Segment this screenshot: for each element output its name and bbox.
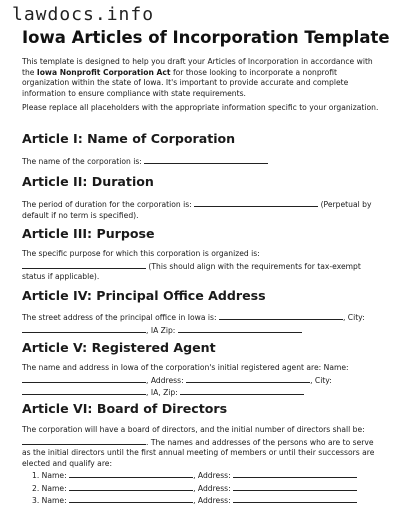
director-2-address-blank[interactable] (233, 482, 357, 491)
article-3-heading: Article III: Purpose (22, 226, 155, 241)
article-5-heading: Article V: Registered Agent (22, 340, 216, 355)
article-3-text: The specific purpose for which this corporation is organized is: (This should align with the requirements for tax-exempt status if applicable). (22, 249, 361, 282)
director-2-name-blank[interactable] (69, 482, 193, 491)
site-logo: lawdocs.info (12, 4, 155, 25)
agent-zip-blank[interactable] (180, 386, 304, 395)
director-1-name-blank[interactable] (69, 469, 193, 478)
purpose-blank[interactable] (22, 260, 146, 269)
article-1-text: The name of the corporation is: (22, 155, 384, 168)
list-item: 3. Name: , Address: (32, 494, 382, 507)
intro-paragraph: This template is designed to help you draft your Articles of Incorporation in accordance with the Iowa Nonprofit Corporation Act for those looking to incorporate a nonprofit organization within the state of Iowa. It's important to provide accurate and complete information to ensure compliance with state requirements. (22, 57, 373, 98)
director-count-blank[interactable] (22, 436, 146, 445)
agent-city-blank[interactable] (22, 386, 146, 395)
office-zip-blank[interactable] (178, 324, 302, 333)
director-3-address-blank[interactable] (233, 494, 357, 503)
page-title: Iowa Articles of Incorporation Template (22, 28, 390, 47)
director-list (32, 469, 382, 507)
article-6-text: The corporation will have a board of directors, and the initial number of directors shall be: . The names and addresses of the persons who are to serve as the initial directors until the first annual meeting of members or until their successors are elected and qualify are: (22, 425, 375, 468)
duration-blank[interactable] (194, 198, 318, 207)
agent-address-blank[interactable] (186, 374, 310, 383)
article-4-heading: Article IV: Principal Office Address (22, 288, 266, 303)
instructions-paragraph: Please replace all placeholders with the appropriate information specific to your organization. (22, 103, 379, 112)
director-3-name-blank[interactable] (69, 494, 193, 503)
corporation-name-blank[interactable] (144, 155, 268, 164)
article-5-text: The name and address in Iowa of the corporation's initial registered agent are: Name: , Address: , City: , IA, Zip: (22, 363, 349, 398)
agent-name-blank[interactable] (22, 374, 146, 383)
list-item: 2. Name: , Address: (32, 482, 382, 495)
office-street-blank[interactable] (219, 311, 343, 320)
director-1-address-blank[interactable] (233, 469, 357, 478)
article-4-text: The street address of the principal office in Iowa is: , City: , IA Zip: (22, 313, 365, 335)
list-item: 1. Name: , Address: (32, 469, 382, 482)
office-city-blank[interactable] (22, 324, 146, 333)
article-6-heading: Article VI: Board of Directors (22, 401, 228, 416)
article-1-heading: Article I: Name of Corporation (22, 131, 236, 146)
article-2-text: The period of duration for the corporation is: (Perpetual by default if no term is specified). (22, 200, 372, 220)
article-2-heading: Article II: Duration (22, 174, 154, 189)
